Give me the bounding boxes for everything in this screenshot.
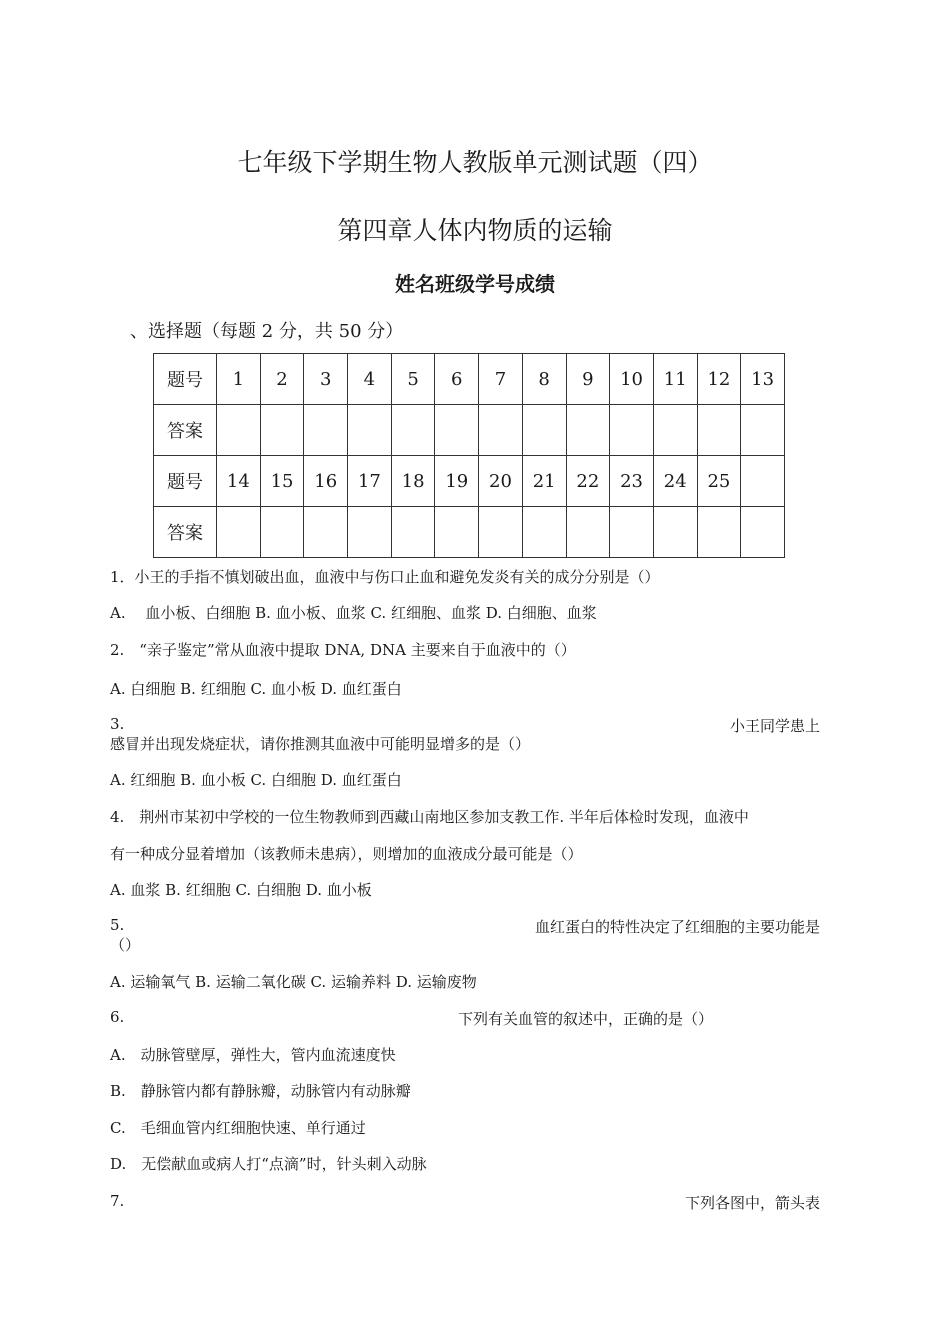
answer-cell[interactable]	[522, 405, 566, 456]
question-6-option-b: B. 静脉管内都有静脉瓣，动脉管内有动脉瓣	[110, 1082, 411, 1100]
question-4-line-1: 4. 荆州市某初中学校的一位生物教师到西藏山南地区参加支教工作. 半年后体检时发现，血液中	[110, 808, 749, 826]
question-number: 2	[260, 354, 304, 405]
question-number: 19	[435, 456, 479, 507]
answer-cell[interactable]	[697, 405, 741, 456]
answer-cell[interactable]	[610, 507, 654, 558]
question-1-options: A. 血小板、白细胞 B. 血小板、血浆 C. 红细胞、血浆 D. 白细胞、血浆	[110, 604, 597, 622]
answer-cell[interactable]	[391, 507, 435, 558]
question-number: 5	[391, 354, 435, 405]
student-info: 姓名班级学号成绩	[395, 272, 555, 296]
question-6-number: 6.	[110, 1008, 125, 1026]
question-number: 7	[479, 354, 523, 405]
answer-cell[interactable]	[217, 507, 261, 558]
question-6-option-c: C. 毛细血管内红细胞快速、单行通过	[110, 1119, 366, 1137]
answer-cell[interactable]	[260, 507, 304, 558]
answer-cell[interactable]	[741, 507, 785, 558]
question-number: 16	[304, 456, 348, 507]
question-5-text: 血红蛋白的特性决定了红细胞的主要功能是	[534, 918, 820, 936]
question-number: 21	[522, 456, 566, 507]
answer-cell[interactable]	[741, 405, 785, 456]
answer-cell[interactable]	[391, 405, 435, 456]
answer-cell[interactable]	[348, 405, 392, 456]
question-number: 15	[260, 456, 304, 507]
question-number: 8	[522, 354, 566, 405]
question-5-number: 5.	[110, 916, 125, 934]
question-6-text: 下列有关血管的叙述中，正确的是（）	[457, 1010, 713, 1028]
question-number: 22	[566, 456, 610, 507]
chapter-title: 第四章人体内物质的运输	[337, 216, 613, 245]
table-row	[154, 507, 785, 558]
question-3-continued: 感冒并出现发烧症状，请你推测其血液中可能明显增多的是（）	[110, 735, 531, 753]
answer-table	[153, 353, 785, 558]
question-number: 3	[304, 354, 348, 405]
question-number: 13	[741, 354, 785, 405]
answer-cell[interactable]	[653, 405, 697, 456]
question-7-text: 下列各图中，箭头表	[684, 1194, 820, 1212]
question-number: 4	[348, 354, 392, 405]
answer-cell[interactable]	[348, 507, 392, 558]
question-number: 18	[391, 456, 435, 507]
row-label: 答案	[154, 507, 217, 558]
question-4-line-2: 有一种成分显着增加（该教师未患病），则增加的血液成分最可能是（）	[110, 845, 583, 863]
question-6-option-a: A. 动脉管壁厚，弹性大，管内血流速度快	[110, 1046, 396, 1064]
question-number	[741, 456, 785, 507]
question-2-options: A. 白细胞 B. 红细胞 C. 血小板 D. 血红蛋白	[110, 680, 402, 698]
answer-cell[interactable]	[566, 507, 610, 558]
answer-cell[interactable]	[522, 507, 566, 558]
question-7-number: 7.	[110, 1192, 125, 1210]
table-row	[154, 354, 785, 405]
row-label: 题号	[154, 456, 217, 507]
answer-cell[interactable]	[653, 507, 697, 558]
question-number: 20	[479, 456, 523, 507]
question-number: 10	[610, 354, 654, 405]
answer-cell[interactable]	[479, 405, 523, 456]
question-number: 23	[610, 456, 654, 507]
table-row	[154, 456, 785, 507]
answer-cell[interactable]	[479, 507, 523, 558]
answer-cell[interactable]	[217, 405, 261, 456]
question-2: 2. “亲子鉴定”常从血液中提取 DNA, DNA 主要来自于血液中的（）	[110, 641, 576, 659]
page-title: 七年级下学期生物人教版单元测试题（四）	[237, 148, 713, 177]
row-label: 题号	[154, 354, 217, 405]
answer-cell[interactable]	[304, 507, 348, 558]
question-5-continued: （）	[110, 936, 141, 954]
question-6-option-d: D. 无偿献血或病人打“点滴”时，针头刺入动脉	[110, 1155, 427, 1173]
answer-cell[interactable]	[435, 405, 479, 456]
question-number: 11	[653, 354, 697, 405]
question-1: 1．小王的手指不慎划破出血，血液中与伤口止血和避免发炎有关的成分分别是（）	[110, 568, 660, 586]
question-3-text: 小王同学患上	[729, 717, 820, 735]
table-row	[154, 405, 785, 456]
question-3-options: A. 红细胞 B. 血小板 C. 白细胞 D. 血红蛋白	[110, 771, 402, 789]
answer-cell[interactable]	[260, 405, 304, 456]
answer-cell[interactable]	[697, 507, 741, 558]
answer-cell[interactable]	[566, 405, 610, 456]
question-number: 6	[435, 354, 479, 405]
question-number: 14	[217, 456, 261, 507]
question-number: 12	[697, 354, 741, 405]
question-5-options: A. 运输氧气 B. 运输二氧化碳 C. 运输养料 D. 运输废物	[110, 973, 477, 991]
question-number: 24	[653, 456, 697, 507]
row-label: 答案	[154, 405, 217, 456]
answer-cell[interactable]	[435, 507, 479, 558]
question-4-options: A. 血浆 B. 红细胞 C. 白细胞 D. 血小板	[110, 881, 372, 899]
question-3-number: 3.	[110, 715, 125, 733]
question-number: 9	[566, 354, 610, 405]
answer-cell[interactable]	[610, 405, 654, 456]
question-number: 25	[697, 456, 741, 507]
section-heading: 、选择题（每题 2 分，共 50 分）	[130, 321, 404, 342]
question-number: 17	[348, 456, 392, 507]
answer-cell[interactable]	[304, 405, 348, 456]
question-number: 1	[217, 354, 261, 405]
